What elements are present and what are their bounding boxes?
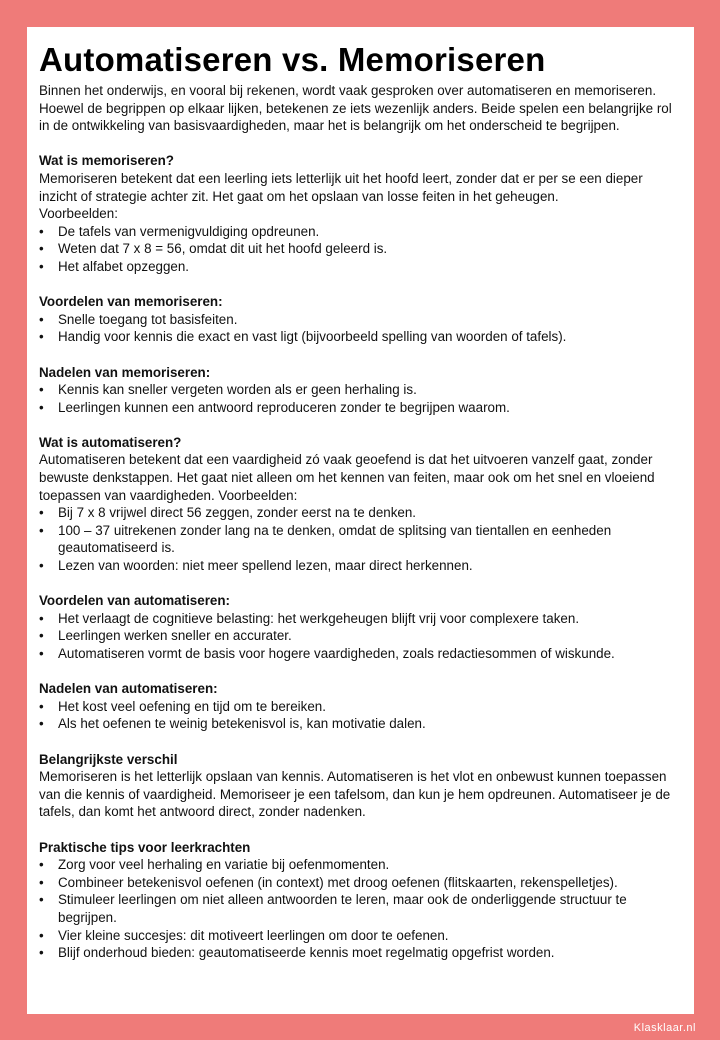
list-item: • Kennis kan sneller vergeten worden als er geen herhaling is.: [39, 381, 680, 399]
list-item: • Handig voor kennis die exact en vast ligt (bijvoorbeeld spelling van woorden of tafels).: [39, 328, 680, 346]
list-item: • 100 – 37 uitrekenen zonder lang na te denken, omdat de splitsing van tientallen en eenheden geautomatiseerd is.: [39, 522, 680, 557]
list-memoriseren-voorbeelden: [39, 223, 680, 276]
list-item: • Blijf onderhoud bieden: geautomatiseerde kennis moet regelmatig opgefrist worden.: [39, 944, 680, 962]
list-item: • Het verlaagt de cognitieve belasting: het werkgeheugen blijft vrij voor complexere taken.: [39, 610, 680, 628]
heading-wat-memoriseren: Wat is memoriseren?: [39, 153, 174, 169]
heading-nadelen-memoriseren: Nadelen van memoriseren:: [39, 364, 211, 380]
list-item: • Combineer betekenisvol oefenen (in context) met droog oefenen (flitskaarten, rekenspelletjes).: [39, 874, 680, 892]
list-item: • Leerlingen werken sneller en accurater.: [39, 627, 680, 645]
list-voordelen-automatiseren: [39, 610, 680, 663]
list-item: • Als het oefenen te weinig betekenisvol is, kan motivatie dalen.: [39, 715, 680, 733]
list-item: • Het kost veel oefening en tijd om te bereiken.: [39, 698, 680, 716]
list-item: • Snelle toegang tot basisfeiten.: [39, 311, 680, 329]
document-page: [27, 27, 694, 1014]
list-item: • Stimuleer leerlingen om niet alleen antwoorden te leren, maar ook de onderliggende structuur te begrijpen.: [39, 891, 680, 926]
heading-wat-automatiseren: Wat is automatiseren?: [39, 434, 182, 450]
list-automatiseren-voorbeelden: [39, 504, 680, 574]
list-item: • Bij 7 x 8 vrijwel direct 56 zeggen, zonder eerst na te denken.: [39, 504, 680, 522]
list-tips: [39, 856, 680, 962]
list-item: • Automatiseren vormt de basis voor hogere vaardigheden, zoals redactiesommen of wiskunde.: [39, 645, 680, 663]
heading-tips: Praktische tips voor leerkrachten: [39, 839, 251, 855]
list-item: • Vier kleine succesjes: dit motiveert leerlingen om door te oefenen.: [39, 927, 680, 945]
page-title: Automatiseren vs. Memoriseren: [39, 41, 546, 78]
examples-label: Voorbeelden:: [39, 206, 118, 222]
list-item: • De tafels van vermenigvuldiging opdreunen.: [39, 223, 680, 241]
list-nadelen-automatiseren: [39, 698, 680, 733]
heading-voordelen-memoriseren: Voordelen van memoriseren:: [39, 294, 223, 310]
text-verschil: Memoriseren is het letterlijk opslaan van kennis. Automatiseren is het vlot en onbewust kunnen toepassen van die kennis of vaardigheid. Memoriseer je een tafelsom, dan kun je hem opdreunen. Automatiseer je de tafels, dan komt het antwoord direct, zonder nadenken.: [39, 769, 671, 820]
list-voordelen-memoriseren: [39, 311, 680, 346]
list-item: • Leerlingen kunnen een antwoord reproduceren zonder te begrijpen waarom.: [39, 399, 680, 417]
list-item: • Het alfabet opzeggen.: [39, 258, 680, 276]
list-item: • Weten dat 7 x 8 = 56, omdat dit uit het hoofd geleerd is.: [39, 240, 680, 258]
footer-brand: Klasklaar.nl: [633, 1022, 696, 1034]
heading-voordelen-automatiseren: Voordelen van automatiseren:: [39, 593, 230, 609]
heading-verschil: Belangrijkste verschil: [39, 751, 178, 767]
text-wat-automatiseren: Automatiseren betekent dat een vaardigheid zó vaak geoefend is dat het uitvoeren vanzelf gaat, zonder bewuste denkstappen. Het gaat niet alleen om het kennen van feiten, maar ook om het snel en vloeiend toepassen van vaardigheden. Voorbeelden:: [39, 452, 655, 503]
list-item: • Lezen van woorden: niet meer spellend lezen, maar direct herkennen.: [39, 557, 680, 575]
list-item: • Zorg voor veel herhaling en variatie bij oefenmomenten.: [39, 856, 680, 874]
heading-nadelen-automatiseren: Nadelen van automatiseren:: [39, 681, 218, 697]
intro-paragraph: Binnen het onderwijs, en vooral bij rekenen, wordt vaak gesproken over automatiseren en memoriseren. Hoewel de begrippen op elkaar lijken, betekenen ze iets wezenlijk anders. Beide spelen een belangrijke rol in de ontwikkeling van basisvaardigheden, maar het is belangrijk om het onderscheid te begrijpen.: [39, 83, 672, 134]
text-wat-memoriseren: Memoriseren betekent dat een leerling iets letterlijk uit het hoofd leert, zonder dat er per se een dieper inzicht of strategie achter zit. Het gaat om het opslaan van losse feiten in het geheugen.: [39, 170, 643, 204]
list-nadelen-memoriseren: [39, 381, 680, 416]
